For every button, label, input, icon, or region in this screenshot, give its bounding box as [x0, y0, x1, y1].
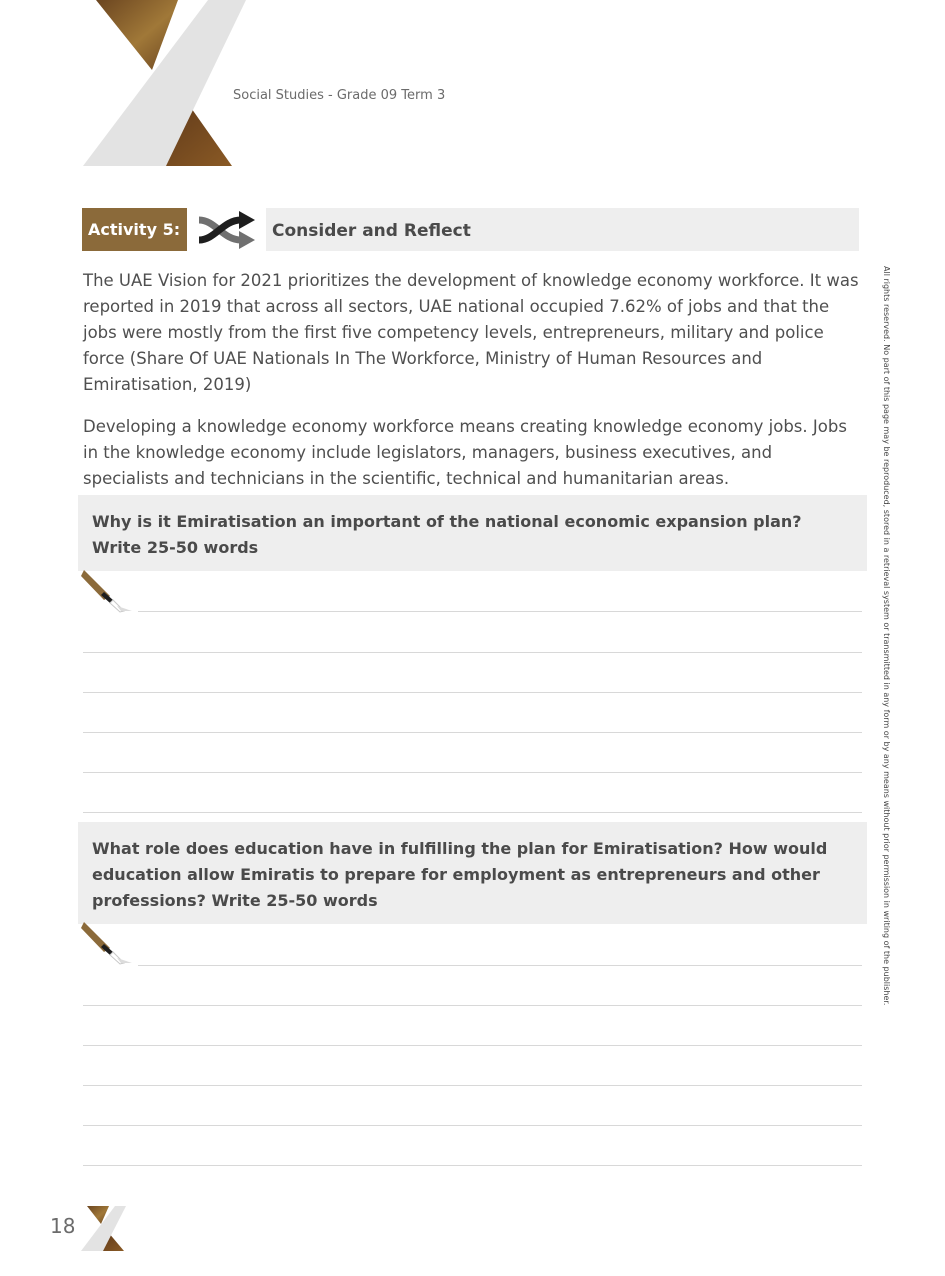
writing-line[interactable]: [83, 812, 862, 813]
intro-paragraph: The UAE Vision for 2021 prioritizes the development of knowledge economy workforce. It was reported in 2019 that across all sectors, UAE national occupied 7.62% of jobs and that the jobs were mostly from the first five competency levels, entrepreneurs, military and police force (Share Of UAE Nationals In The Workforce, Ministry of Human Resources and Emiratisation, 2019): [83, 271, 859, 394]
writing-line[interactable]: [83, 652, 862, 653]
brand-x-logo-small: [80, 1206, 128, 1252]
activity-badge: Activity 5:: [82, 208, 187, 251]
writing-line[interactable]: [138, 965, 862, 966]
writing-line[interactable]: [83, 772, 862, 773]
question-2: What role does education have in fulfilling the plan for Emiratisation? How would education allow Emiratis to prepare for employment as entrepreneurs and other professions? Write 25-50 words: [78, 822, 867, 924]
writing-line[interactable]: [83, 1045, 862, 1046]
pen-icon: [80, 566, 134, 614]
pen-icon: [80, 918, 134, 966]
writing-line[interactable]: [83, 1125, 862, 1126]
brand-x-logo: [82, 0, 252, 168]
writing-line[interactable]: [83, 1005, 862, 1006]
writing-line[interactable]: [83, 732, 862, 733]
writing-line[interactable]: [83, 1165, 862, 1166]
shuffle-icon: [193, 208, 257, 251]
question-1: Why is it Emiratisation an important of the national economic expansion plan? Write 25-50 words: [78, 495, 867, 571]
activity-title: Consider and Reflect: [266, 208, 859, 251]
writing-line[interactable]: [83, 1085, 862, 1086]
writing-line[interactable]: [83, 692, 862, 693]
knowledge-economy-paragraph: Developing a knowledge economy workforce means creating knowledge economy jobs. Jobs in the knowledge economy include legislators, managers, business executives, and specialists and technicians in the scientific, technical and humanitarian areas.: [83, 417, 847, 488]
course-header: Social Studies - Grade 09 Term 3: [233, 88, 446, 103]
copyright-note: All rights reserved. No part of this page may be reproduced, stored in a retrieval system or transmitted in any form or by any means without prior permission in writing of the publisher.: [882, 266, 891, 1006]
page-number: 18: [50, 1214, 76, 1238]
writing-line[interactable]: [138, 611, 862, 612]
